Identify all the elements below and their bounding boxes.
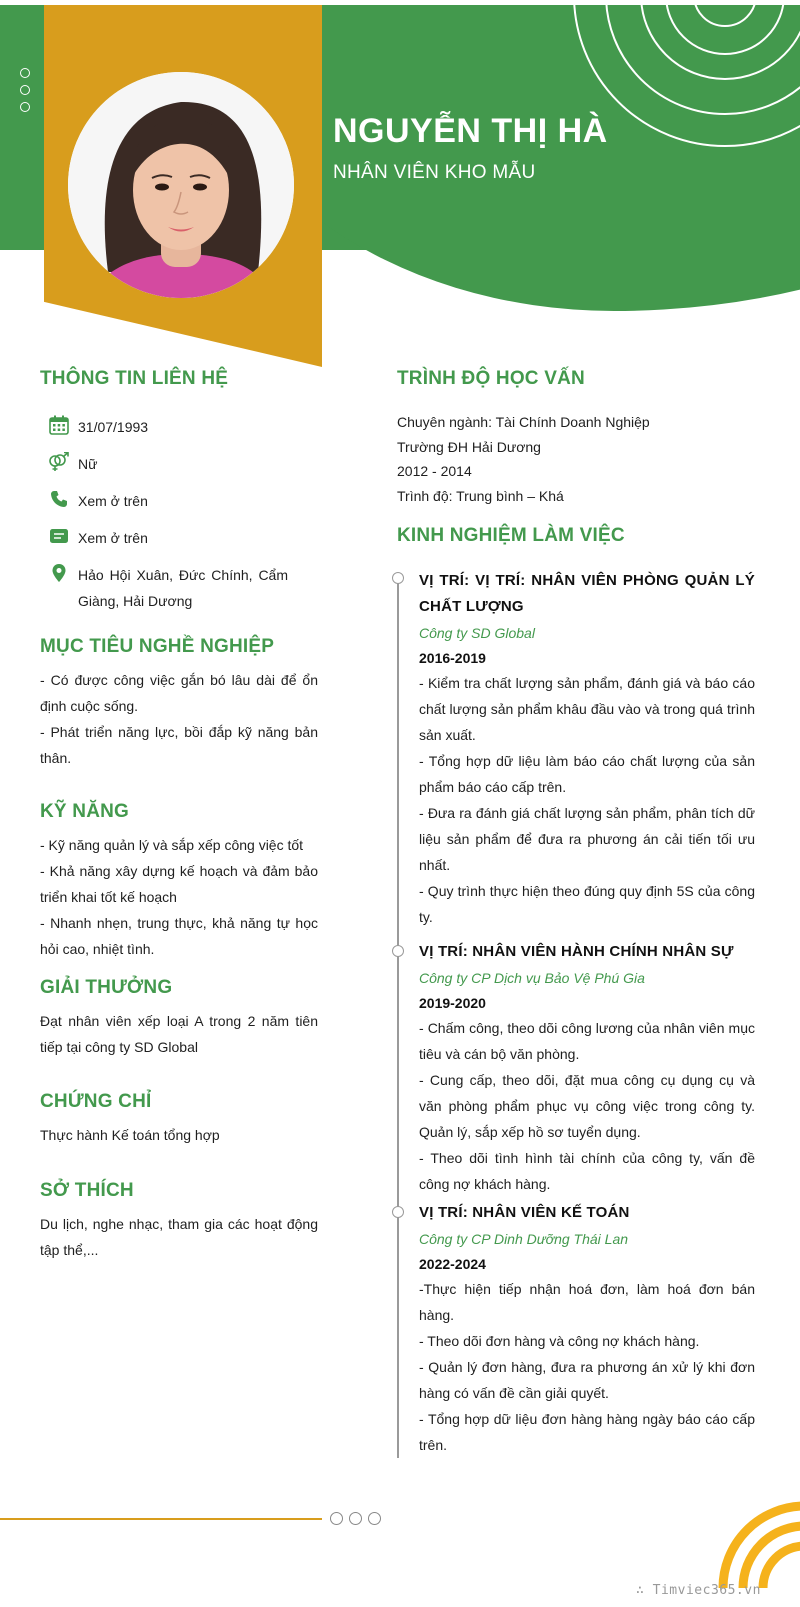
experience-item — [419, 568, 755, 930]
certificates-heading: CHỨNG CHỈ — [40, 1091, 152, 1112]
timeline-dot — [392, 572, 404, 584]
decorative-rings — [600, 0, 800, 120]
footer-dots — [330, 1512, 387, 1525]
awards-heading: GIẢI THƯỞNG — [40, 977, 173, 998]
skills-heading: KỸ NĂNG — [40, 801, 130, 822]
avatar — [68, 72, 294, 298]
job-position: VỊ TRÍ: NHÂN VIÊN KẾ TOÁN — [419, 1204, 630, 1221]
timeline-line — [397, 578, 399, 1458]
phone-icon — [48, 488, 70, 510]
skills-text: - Kỹ năng quản lý và sắp xếp công việc tốt - Khả năng xây dựng kế hoạch và đảm bảo triển khai tốt kế hoạch - Nhanh nhẹn, trung thực, khả năng tự học hỏi cao, nhiệt tình. — [40, 837, 318, 957]
contact-address — [48, 562, 288, 614]
job-position: VỊ TRÍ: VỊ TRÍ: NHÂN VIÊN PHÒNG QUẢN LÝ CHẤT LƯỢNG — [419, 572, 755, 615]
candidate-name: NGUYỄN THỊ HÀ — [333, 112, 608, 150]
calendar-icon — [48, 414, 70, 436]
job-description: - Kiểm tra chất lượng sản phẩm, đánh giá và báo cáo chất lượng sản phẩm khâu đầu vào và trong quá trình sản xuất. - Tổng hợp dữ liệu làm báo cáo chất lượng của sản phẩm báo cáo cấp trên. - Đưa ra đánh giá chất lượng sản phẩm, phân tích dữ liệu sản phẩm để đưa ra phương án cải tiến tối ưu nhất. - Quy trình thực hiện theo đúng quy định 5S của công ty. — [419, 675, 755, 925]
objective-heading: MỤC TIÊU NGHỀ NGHIỆP — [40, 636, 275, 657]
email-value: Xem ở trên — [78, 530, 148, 546]
job-years: 2016-2019 — [419, 650, 486, 666]
job-company: Công ty CP Dịch vụ Bảo Vệ Phú Gia — [419, 970, 645, 986]
location-pin-icon — [48, 562, 70, 584]
gender-icon — [48, 451, 70, 473]
experience-heading: KINH NGHIỆM LÀM VIỆC — [397, 525, 625, 546]
job-position: VỊ TRÍ: NHÂN VIÊN HÀNH CHÍNH NHÂN SỰ — [419, 943, 734, 960]
contact-birthday — [48, 414, 148, 440]
footer-line — [0, 1518, 322, 1520]
job-years: 2019-2020 — [419, 995, 486, 1011]
address-value: Hảo Hội Xuân, Đức Chính, Cẩm Giàng, Hải Dương — [78, 567, 288, 609]
birthday-value: 31/07/1993 — [78, 419, 149, 435]
contact-phone — [48, 488, 148, 514]
education-level: Trình độ: Trung bình – Khá — [397, 487, 564, 504]
education-heading: TRÌNH ĐỘ HỌC VẤN — [397, 368, 585, 389]
contact-heading: THÔNG TIN LIÊN HỆ — [40, 368, 229, 389]
candidate-job-title: NHÂN VIÊN KHO MẪU — [333, 162, 536, 183]
certificates-text: Thực hành Kế toán tổng hợp — [40, 1127, 220, 1143]
education-major: Chuyên ngành: Tài Chính Doanh Nghiệp — [397, 414, 650, 430]
job-description: -Thực hiện tiếp nhận hoá đơn, làm hoá đơn bán hàng. - Theo dõi đơn hàng và công nợ khách hàng. - Quản lý đơn hàng, đưa ra phương án xử lý khi đơn hàng có vấn đề cần giải quyết. - Tổng hợp dữ liệu đơn hàng hàng ngày báo cáo cấp trên. — [419, 1281, 755, 1453]
job-years: 2022-2024 — [419, 1256, 486, 1272]
education-years: 2012 - 2014 — [397, 463, 472, 479]
decorative-dots — [20, 68, 30, 119]
job-description: - Chấm công, theo dõi công lương của nhân viên mục tiêu và cán bộ văn phòng. - Cung cấp, theo dõi, đặt mua công cụ dụng cụ và văn phòng phẩm phục vụ công việc trong công ty. Quản lý, sắp xếp hồ sơ tuyển dụng. - Theo dõi tình hình tài chính của công ty, vấn đề công nợ khách hàng. — [419, 1020, 755, 1192]
watermark: ∴ Timviec365.vn — [636, 1583, 761, 1598]
job-company: Công ty CP Dinh Dưỡng Thái Lan — [419, 1231, 629, 1247]
phone-value: Xem ở trên — [78, 493, 148, 509]
experience-item — [419, 939, 755, 1197]
education-school: Trường ĐH Hải Dương — [397, 438, 541, 455]
decorative-arcs — [700, 1478, 800, 1588]
hobbies-text: Du lịch, nghe nhạc, tham gia các hoạt động tập thể,... — [40, 1216, 318, 1258]
job-company: Công ty SD Global — [419, 625, 535, 641]
timeline-dot — [392, 945, 404, 957]
awards-text: Đạt nhân viên xếp loại A trong 2 năm tiên tiếp tại công ty SD Global — [40, 1013, 318, 1055]
hobbies-heading: SỞ THÍCH — [40, 1180, 134, 1201]
timeline-dot — [392, 1206, 404, 1218]
email-icon — [48, 525, 70, 547]
gender-value: Nữ — [78, 456, 98, 472]
objective-text: - Có được công việc gắn bó lâu dài để ổn định cuộc sống. - Phát triển năng lực, bồi đắp kỹ năng bản thân. — [40, 672, 318, 766]
contact-email — [48, 525, 148, 551]
experience-item — [419, 1200, 755, 1458]
contact-gender — [48, 451, 97, 477]
education-block — [397, 410, 650, 508]
